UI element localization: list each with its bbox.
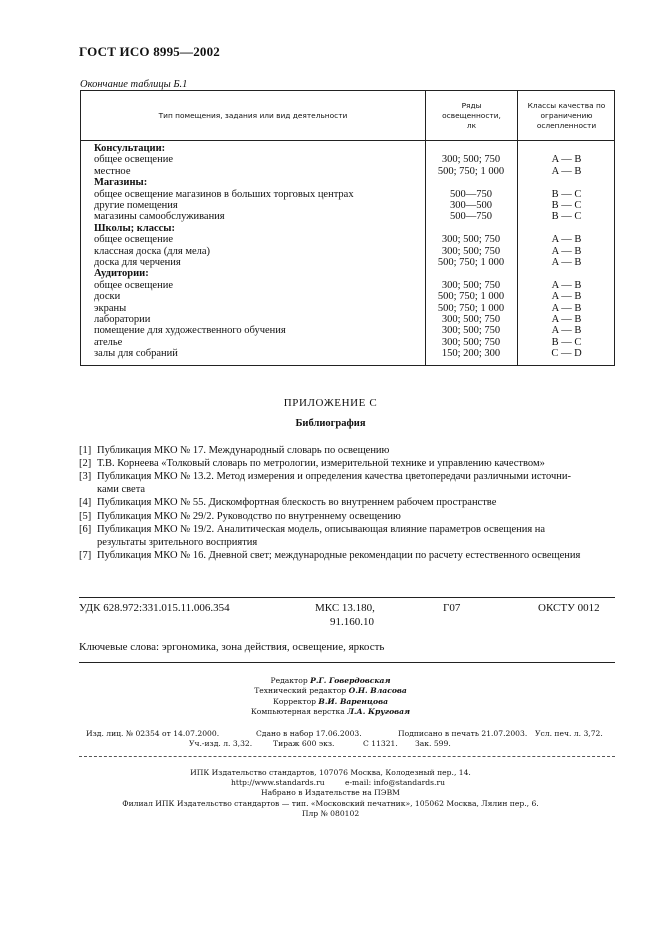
table-group-header	[81, 143, 616, 154]
cell-lux: 500; 750; 1 000	[437, 165, 505, 177]
cell-type: ателье	[94, 336, 123, 348]
section-divider	[79, 597, 615, 598]
udk-code: УДК 628.972:331.015.11.006.354	[79, 602, 230, 614]
table-row	[81, 291, 616, 302]
cell-type: Аудитории:	[94, 268, 149, 280]
table-group-header	[81, 177, 616, 188]
print-typeset: Сдано в набор 17.06.2003.	[256, 729, 362, 738]
cell-type: экраны	[94, 302, 127, 314]
credit-label: Редактор	[270, 676, 308, 685]
bibliography-number: [5]	[79, 510, 92, 522]
cell-type: общее освещение магазинов в больших торговых центрах	[94, 188, 354, 200]
bibliography-title: Библиография	[295, 418, 366, 429]
bibliography-entry	[79, 510, 401, 523]
cell-lux: 300—500	[450, 200, 492, 211]
cell-type: общее освещение	[94, 279, 173, 291]
cell-glare-class: B — C	[551, 336, 582, 348]
bibliography-entry	[79, 523, 545, 536]
cell-type: общее освещение	[94, 234, 173, 246]
bibliography-text-continued: ками света	[97, 484, 146, 496]
table-row	[81, 246, 616, 257]
cell-lux: 300; 500; 750	[441, 279, 501, 291]
table-row	[81, 348, 616, 359]
table-row	[81, 280, 616, 291]
cell-type: Консультации:	[94, 143, 166, 154]
print-signed: Подписано в печать 21.07.2003.	[398, 729, 528, 738]
column-header-lux: Ряды освещенности, лк	[442, 100, 501, 130]
table-group-header	[81, 223, 616, 234]
cell-type: местное	[94, 165, 131, 177]
bibliography-text: Публикация МКО № 29/2. Руководство по внутреннему освещению	[97, 510, 401, 522]
cell-type: лаборатории	[94, 314, 151, 325]
publisher-email: e-mail: info@standards.ru	[345, 778, 445, 787]
credit-tech-editor	[0, 686, 661, 697]
cell-lux: 500—750	[450, 188, 492, 200]
table-row	[81, 337, 616, 348]
bibliography-text: Публикация МКО № 16. Дневной свет; международные рекомендации по расчету естественного освещения	[97, 549, 581, 561]
mks-code-line2: 91.160.10	[330, 616, 374, 628]
publisher-address: ИПК Издательство стандартов, 107076 Москва, Колодезный пер., 14.	[190, 768, 471, 777]
cell-type: другие помещения	[94, 200, 178, 211]
bibliography-number: [7]	[79, 549, 92, 561]
cell-type: классная доска (для мела)	[94, 245, 211, 257]
cell-type: Магазины:	[94, 177, 148, 189]
table-row	[81, 154, 616, 165]
cell-lux: 300; 500; 750	[441, 325, 501, 337]
keywords: Ключевые слова: эргономика, зона действия, освещение, яркость	[79, 641, 385, 653]
print-order-c: С 11321.	[363, 739, 398, 748]
bibliography-entry	[79, 496, 496, 509]
print-license: Изд. лиц. № 02354 от 14.07.2000.	[86, 729, 220, 738]
cell-glare-class: A — B	[551, 302, 582, 314]
cell-lux: 150; 200; 300	[441, 348, 501, 360]
bibliography-number: [3]	[79, 471, 92, 483]
credit-person: В.И. Варенцова	[318, 697, 389, 706]
print-uch: Уч.-изд. л. 3,32.	[189, 739, 253, 748]
bibliography-entry	[79, 470, 571, 483]
table-row	[81, 303, 616, 314]
table-group-header	[81, 268, 616, 279]
bibliography-entry	[79, 457, 545, 470]
bibliography-text: Публикация МКО № 19/2. Аналитическая модель, описывающая влияние параметров освещения на	[97, 523, 546, 535]
credit-person: О.Н. Власова	[348, 686, 407, 695]
publisher-typesetting: Набрано в Издательстве на ПЭВМ	[261, 788, 400, 797]
bibliography-number: [6]	[79, 523, 92, 535]
credit-person: Р.Г. Говердовская	[310, 676, 391, 685]
cell-type: магазины самообслуживания	[94, 211, 225, 223]
cell-glare-class: A — B	[551, 257, 582, 268]
cell-glare-class: A — B	[551, 165, 582, 177]
illumination-table	[80, 90, 615, 366]
table-row	[81, 325, 616, 336]
cell-glare-class: B — C	[551, 211, 582, 223]
cell-type: общее освещение	[94, 154, 173, 166]
mks-code-line1: МКС 13.180,	[315, 602, 375, 614]
bibliography-entry	[79, 444, 389, 457]
publisher-branch: Филиал ИПК Издательство стандартов — тип. «Московский печатник», 105062 Москва, Лялин пер., 6.	[122, 799, 539, 808]
document-title: ГОСТ ИСО 8995—2002	[79, 44, 220, 59]
publisher-site: http://www.standards.ru	[231, 778, 325, 787]
cell-glare-class: B — C	[551, 200, 582, 211]
cell-lux: 500; 750; 1 000	[437, 302, 505, 314]
cell-glare-class: A — B	[551, 245, 582, 257]
cell-glare-class: B — C	[551, 188, 582, 200]
cell-glare-class: A — B	[551, 291, 582, 303]
table-header-divider	[81, 140, 614, 141]
cell-glare-class: A — B	[551, 314, 582, 325]
cell-glare-class: A — B	[551, 325, 582, 337]
cell-lux: 300; 500; 750	[441, 234, 501, 246]
cell-glare-class: A — B	[551, 234, 582, 246]
table-row	[81, 257, 616, 268]
cell-lux: 500—750	[450, 211, 492, 223]
cell-type: доска для черчения	[94, 257, 181, 268]
cell-type: помещение для художественного обучения	[94, 325, 286, 337]
bibliography-number: [4]	[79, 497, 92, 509]
table-row	[81, 211, 616, 222]
cell-glare-class: A — B	[551, 154, 582, 166]
table-row	[81, 166, 616, 177]
appendix-title: ПРИЛОЖЕНИЕ С	[283, 397, 378, 409]
table-row	[81, 314, 616, 325]
bibliography-number: [2]	[79, 458, 92, 470]
credit-person: Л.А. Круговая	[347, 707, 411, 716]
cell-glare-class: A — B	[551, 279, 582, 291]
cell-type: Школы; классы:	[94, 222, 175, 234]
cell-type: доски	[94, 291, 121, 303]
table-row	[81, 189, 616, 200]
print-order-zak: Зак. 599.	[415, 739, 451, 748]
table-caption: Окончание таблицы Б.1	[80, 79, 188, 90]
cell-lux: 300; 500; 750	[441, 245, 501, 257]
keywords-divider	[79, 662, 615, 663]
publisher-divider	[79, 756, 615, 757]
bibliography-text: Публикация МКО № 13.2. Метод измерения и определения качества цветопередачи различными источни-	[97, 471, 571, 483]
publisher-license: Плр № 080102	[301, 809, 360, 818]
cell-lux: 300; 500; 750	[441, 336, 501, 348]
okstu-code: ОКСТУ 0012	[538, 602, 600, 614]
bibliography-text-continued: результаты зрительного восприятия	[97, 536, 258, 548]
bibliography-text: Публикация МКО № 55. Дискомфортная блескость во внутреннем рабочем пространстве	[97, 497, 497, 509]
table-row	[81, 200, 616, 211]
column-header-type: Тип помещения, задания или вид деятельности	[158, 110, 348, 120]
cell-lux: 300; 500; 750	[441, 314, 501, 325]
bibliography-text: Т.В. Корнеева «Толковый словарь по метрологии, измерительной технике и управлению качеством»	[97, 458, 545, 470]
column-header-glare-class: Классы качества по ограничению ослепленности	[527, 100, 606, 130]
bibliography-number: [1]	[79, 445, 92, 456]
print-usl: Усл. печ. л. 3,72.	[535, 729, 603, 738]
cell-type: залы для собраний	[94, 348, 178, 360]
credit-label: Технический редактор	[254, 686, 347, 695]
cell-lux: 300; 500; 750	[441, 154, 501, 166]
table-row	[81, 234, 616, 245]
cell-lux: 500; 750; 1 000	[437, 257, 505, 268]
cell-glare-class: C — D	[551, 348, 582, 360]
cell-lux: 500; 750; 1 000	[437, 291, 505, 303]
bibliography-text: Публикация МКО № 17. Международный словарь по освещению	[97, 445, 390, 456]
print-run: Тираж 600 экз.	[273, 739, 335, 748]
g-code: Г07	[443, 602, 461, 614]
bibliography-entry	[79, 549, 580, 562]
credit-corrector	[0, 697, 661, 708]
credit-label: Корректор	[272, 697, 316, 706]
credit-label: Компьютерная верстка	[250, 707, 345, 716]
credit-editor	[0, 676, 661, 687]
credit-layout	[0, 707, 661, 718]
